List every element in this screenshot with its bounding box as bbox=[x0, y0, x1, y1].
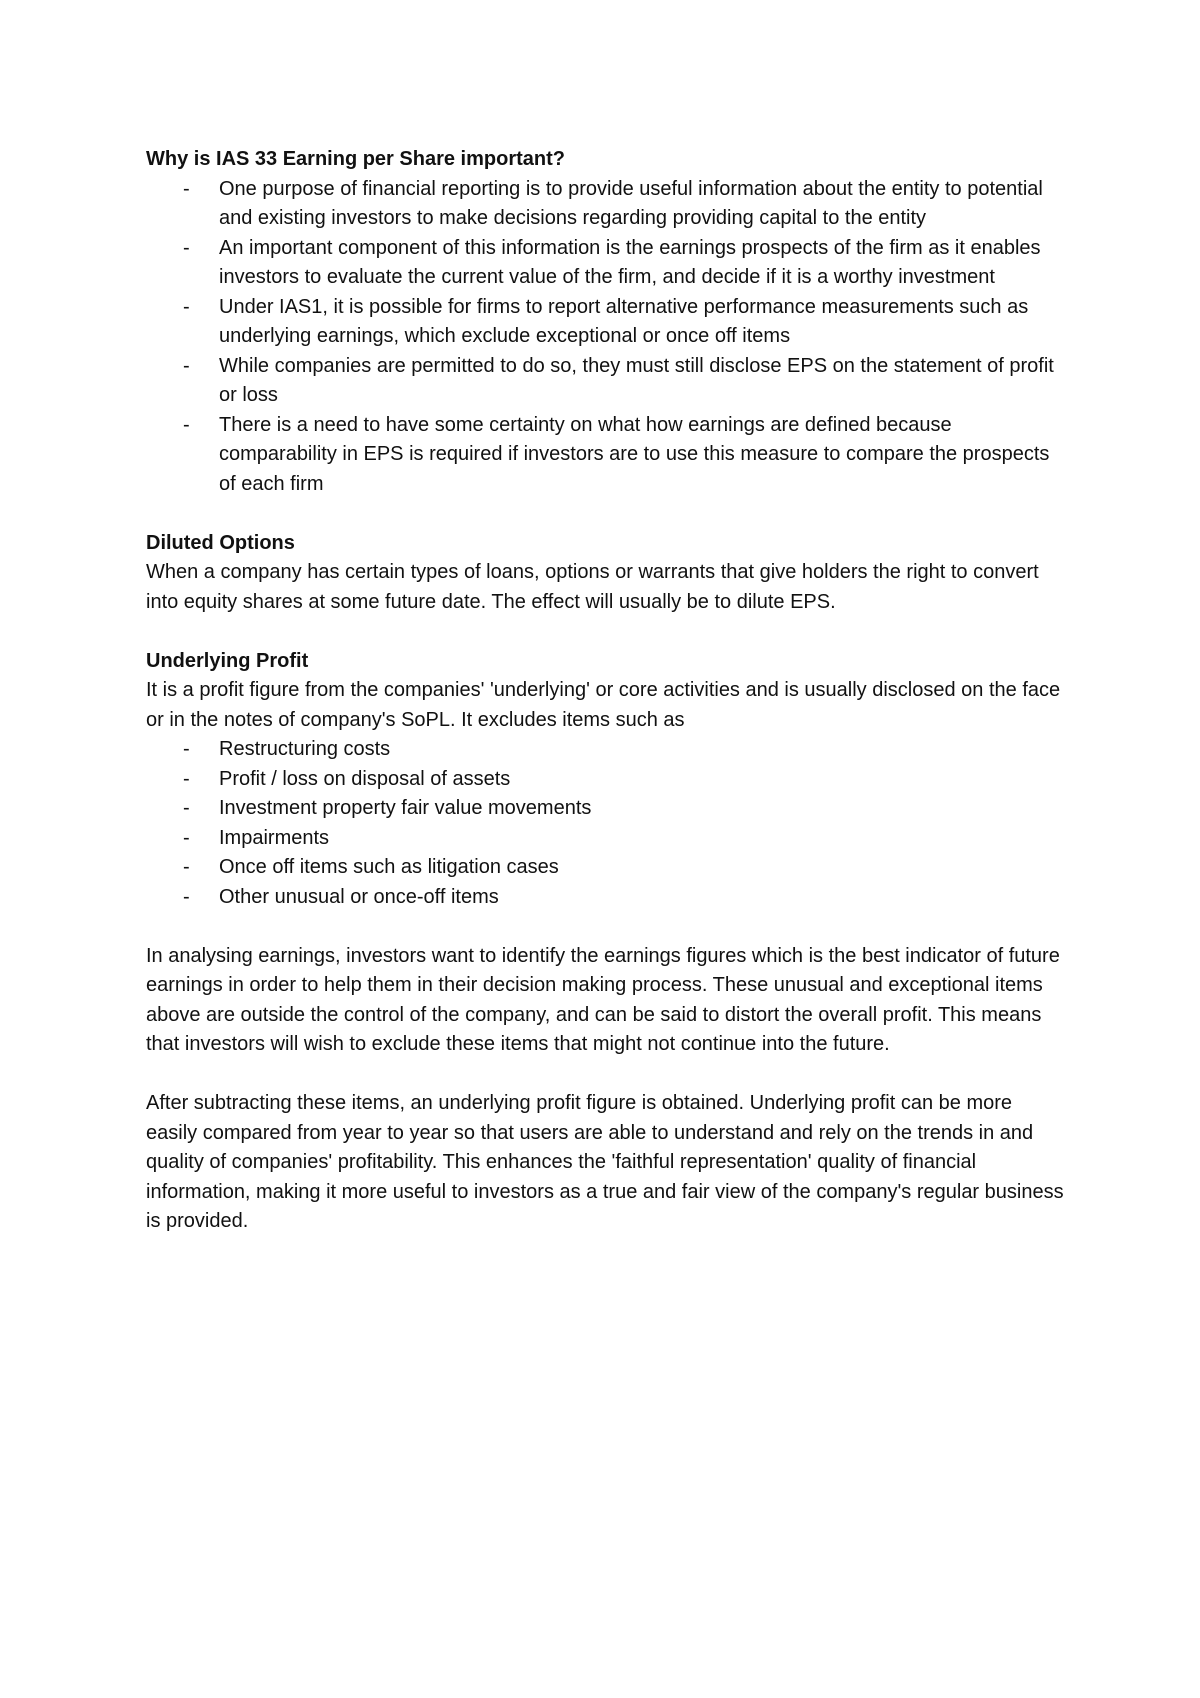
list-item-text: Once off items such as litigation cases bbox=[219, 856, 559, 878]
spacer bbox=[146, 617, 1066, 647]
dash-marker: - bbox=[183, 354, 190, 377]
analysing-paragraph: In analysing earnings, investors want to identify the earnings figures which is the best indicator of future earnings in order to help them in their decision making process. These unusual and exceptional items above are outside the control of the company, and can be said to distort the overall profit. This means that investors will wish to exclude these items that might not continue into the future. bbox=[146, 944, 1060, 1055]
list-item bbox=[146, 352, 1066, 411]
list-item-text: Profit / loss on disposal of assets bbox=[219, 767, 511, 790]
spacer bbox=[146, 499, 1066, 529]
list-item bbox=[146, 411, 1066, 500]
spacer bbox=[146, 1060, 1066, 1090]
dash-marker: - bbox=[183, 236, 190, 259]
list-item bbox=[146, 293, 1066, 352]
dash-marker: - bbox=[183, 797, 190, 819]
dash-marker: - bbox=[183, 413, 190, 436]
dash-marker: - bbox=[183, 738, 190, 760]
list-item bbox=[146, 824, 1066, 854]
subtracting-paragraph: After subtracting these items, an underlying profit figure is obtained. Underlying profit can be more easily compared from year to year so that users are able to understand and rely on the trends in and quality of companies' profitability. This enhances the 'faithful representation' quality of financial information, making it more useful to investors as a true and fair view of the company's regular business is provided. bbox=[146, 1092, 1064, 1232]
list-item-text: There is a need to have some certainty on what how earnings are defined because comparability in EPS is required if investors are to use this measure to compare the prospects of each firm bbox=[219, 413, 1050, 495]
list-item bbox=[146, 234, 1066, 293]
list-item-text: Other unusual or once-off items bbox=[219, 885, 499, 908]
list-item bbox=[146, 794, 1066, 824]
list-item bbox=[146, 175, 1066, 234]
diluted-paragraph: When a company has certain types of loans, options or warrants that give holders the right to convert into equity shares at some future date. The effect will usually be to dilute EPS. bbox=[146, 561, 1039, 613]
list-item-text: Investment property fair value movements bbox=[219, 797, 592, 819]
list-item-text: While companies are permitted to do so, they must still disclose EPS on the statement of profit or loss bbox=[219, 354, 1054, 406]
document-page bbox=[146, 145, 1066, 1237]
dash-marker: - bbox=[183, 856, 190, 878]
underlying-heading: Underlying Profit bbox=[146, 649, 309, 672]
dash-marker: - bbox=[183, 826, 190, 849]
dash-marker: - bbox=[183, 885, 190, 908]
list-item bbox=[146, 883, 1066, 913]
eps-bullet-list bbox=[146, 175, 1066, 500]
dash-marker: - bbox=[183, 295, 190, 318]
dash-marker: - bbox=[183, 767, 190, 790]
list-item-text: Under IAS1, it is possible for firms to report alternative performance measurements such as underlying earnings, which exclude exceptional or once off items bbox=[219, 295, 1029, 347]
list-item-text: An important component of this information is the earnings prospects of the firm as it enables investors to evaluate the current value of the firm, and decide if it is a worthy investment bbox=[219, 236, 1041, 288]
list-item bbox=[146, 765, 1066, 795]
list-item-text: Restructuring costs bbox=[219, 738, 391, 760]
list-item bbox=[146, 853, 1066, 883]
dash-marker: - bbox=[183, 177, 190, 200]
eps-heading: Why is IAS 33 Earning per Share important? bbox=[146, 148, 565, 170]
underlying-intro: It is a profit figure from the companies' 'underlying' or core activities and is usually disclosed on the face or in the notes of company's SoPL. It excludes items such as bbox=[146, 679, 1061, 731]
diluted-heading: Diluted Options bbox=[146, 531, 295, 554]
list-item bbox=[146, 735, 1066, 765]
list-item-text: Impairments bbox=[219, 826, 330, 849]
underlying-bullet-list bbox=[146, 735, 1066, 912]
list-item-text: One purpose of financial reporting is to provide useful information about the entity to potential and existing investors to make decisions regarding providing capital to the entity bbox=[219, 177, 1043, 229]
spacer bbox=[146, 912, 1066, 942]
